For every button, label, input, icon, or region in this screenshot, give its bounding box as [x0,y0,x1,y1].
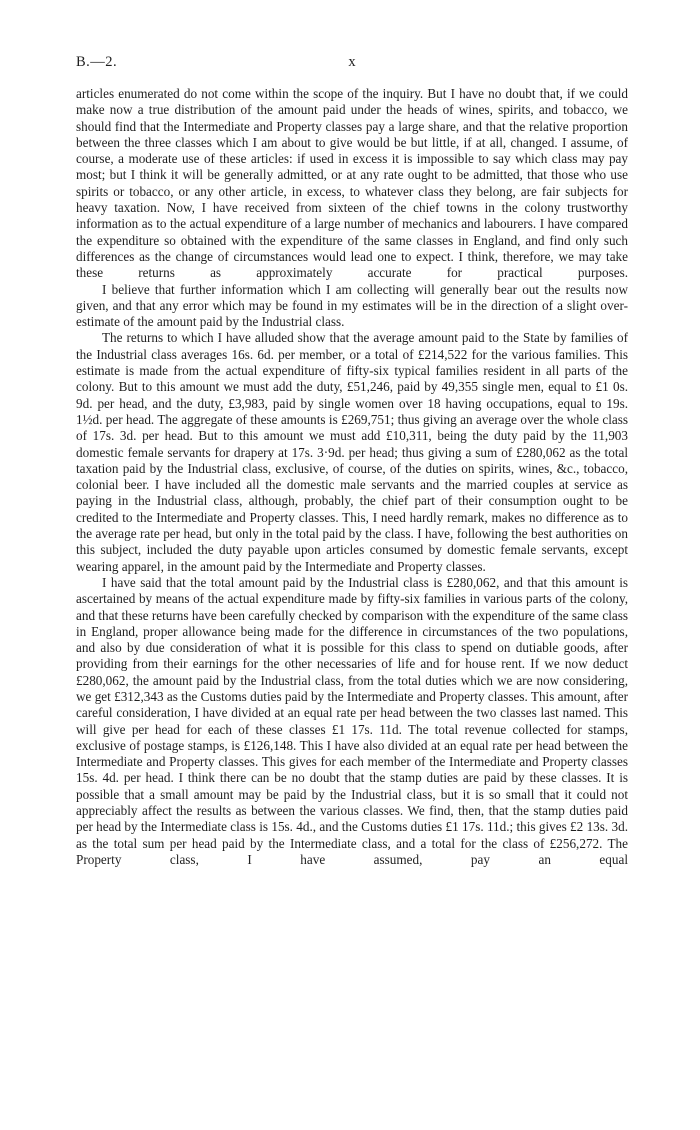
running-header [76,54,628,76]
paragraph-further-information: I believe that further information which I am collecting will generally bear out the results now given, and that any error which may be found in my estimates will be in the direction of a slight over-estimate of the amount paid by the Industrial class. [76,281,628,330]
body-text [76,86,628,868]
document-reference: B.—2. [76,54,118,70]
paragraph-continuation: articles enumerated do not come within the scope of the inquiry. But I have no doubt that, if we could make now a true distribution of the amount paid under the heads of wines, spirits, and tobacco, we should find that the Intermediate and Property classes pay a large share, and that the relative proportion between the three classes which I am about to give would be but little, if at all, changed. I assume, of course, a moderate use of these articles: if used in excess it is impossible to say which class may pay most; but I think it will be generally admitted, or at any rate ought to be admitted, that those who use spirits or tobacco, or any other article, in excess, to whatever class they belong, are fair subjects for heavy taxation. Now, I have received from sixteen of the chief towns in the colony trustworthy information as to the actual expenditure of a large number of mechanics and labourers. I have compared the expenditure so obtained with the expenditure of the same classes in England, and find only such differences as the change of circumstances would lead one to expect. I think, therefore, we may take these returns as approximately accurate for practical purposes. [76,86,628,281]
paragraph-total-amount: I have said that the total amount paid by the Industrial class is £280,062, and that this amount is ascertained by means of the actual expenditure made by fifty-six families in various parts of the colony, and that these returns have been carefully checked by comparison with the expenditure of the same class in England, proper allowance being made for the difference in circumstances of the two populations, and also by due consideration of what it is possible for this class to spend on dutiable goods, after providing from their earnings for the other necessaries of life and for house rent. If we now deduct £280,062, the amount paid by the Industrial class, from the total duties which we are now considering, we get £312,343 as the Customs duties paid by the Intermediate and Property classes. This amount, after careful consideration, I have divided at an equal rate per head between the two classes last named. This will give per head for each of these classes £1 17s. 11d. The total revenue collected for stamps, exclusive of postage stamps, is £126,148. This I have also divided at an equal rate per head between the Intermediate and Property classes. This gives for each member of the Intermediate and Property classes 15s. 4d. per head. I think there can be no doubt that the stamp duties are paid by these classes. It is possible that a small amount may be paid by the Industrial class, but it is so small that it could not appreciably affect the results as between the various classes. We find, then, that the stamp duties paid per head by the Intermediate class is 15s. 4d., and the Customs duties £1 17s. 11d.; this gives £2 13s. 3d. as the total sum per head paid by the Intermediate class, and a total for the class of £256,272. The Property class, I have assumed, pay an equal [76,574,628,867]
page-number: x [348,54,356,70]
paragraph-returns: The returns to which I have alluded show that the average amount paid to the State by families of the Industrial class averages 16s. 6d. per member, or a total of £214,522 for the various families. This estimate is made from the actual expenditure of fifty-six typical families resident in all parts of the colony. But to this amount we must add the duty, £51,246, paid by 49,355 single men, equal to £1 0s. 9d. per head, and the duty, £3,983, paid by single women over 18 having occupations, equal to 19s. 1½d. per head. The aggregate of these amounts is £269,751; thus giving an average over the whole class of 17s. 3d. per head. But to this amount we must add £10,311, being the duty paid by the 11,903 domestic female servants for drapery at 17s. 3·9d. per head; thus giving a sum of £280,062 as the total taxation paid by the Industrial class, exclusive, of course, of the duties on spirits, wines, &c., tobacco, colonial beer. I have included all the domestic male servants and the married couples at service as paying in the Industrial class, although, probably, the chief part of their consumption ought to be credited to the Intermediate and Property classes. This, I need hardly remark, makes no difference as to the average rate per head, but only in the total paid by the class. I have, following the best authorities on this subject, included the duty payable upon articles consumed by domestic female servants, except wearing apparel, in the amount paid by the Intermediate and Property classes. [76,330,628,574]
